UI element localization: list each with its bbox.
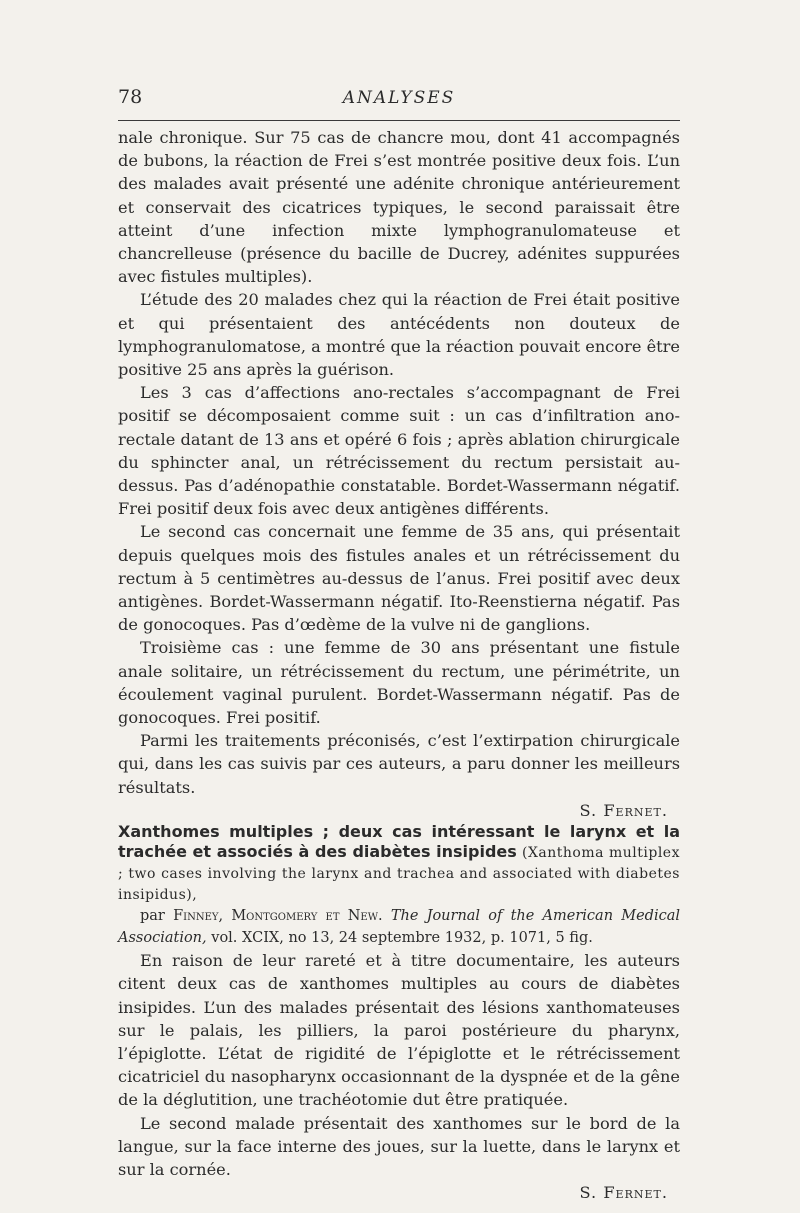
article2-title: Xanthomes multiples ; deux cas intéressant le larynx et la trachée et associés à des diabètes insipides bbox=[118, 822, 680, 862]
article2-authors: Finney, Montgomery et New. bbox=[173, 908, 383, 925]
page-body bbox=[118, 126, 680, 1204]
citation-by: par bbox=[140, 908, 165, 925]
running-title: ANALYSES bbox=[342, 88, 456, 108]
article2-title-translation: (Xanthoma multiplex ; two cases involving the larynx and trachea and associated with diabetes insipidus), bbox=[118, 845, 680, 904]
article2-paragraph: Le second malade présentait des xanthomes sur le bord de la langue, sur la face interne des joues, sur la luette, dans le larynx et sur la cornée. bbox=[118, 1113, 680, 1179]
article2-paragraph: En raison de leur rareté et à titre documentaire, les auteurs citent deux cas de xanthomes multiples au cours de diabètes insipides. L’un des malades présentait des lésions xanthomateuses sur le palais, les pilliers, la paroi postérieure du pharynx, l’épiglotte. L’état de rigidité de l’épiglotte et le rétrécissement cicatriciel du nasopharynx occasionnant de la dyspnée et de la gêne de la déglutition, une trachéotomie dut être pratiquée. bbox=[118, 951, 680, 1110]
article1-paragraph: L’étude des 20 malades chez qui la réaction de Frei était positive et qui présentaient des antécédents non douteux de lymphogranulomatose, a montré que la réaction pouvait encore être positive 25 ans après la guérison. bbox=[118, 290, 680, 380]
page-number: 78 bbox=[118, 86, 143, 108]
article2-reference: vol. XCIX, no 13, 24 septembre 1932, p. 1071, 5 fig. bbox=[211, 930, 593, 947]
article1-paragraph: Troisième cas : une femme de 30 ans présentant une fistule anale solitaire, un rétrécissement du rectum, une périmétrite, un écoulement vaginal purulent. Bordet-Wassermann négatif. Pas de gonocoques. Frei positif. bbox=[118, 638, 680, 728]
article2-heading bbox=[118, 822, 680, 905]
article2-citation bbox=[118, 905, 680, 949]
article2-signature bbox=[118, 1181, 680, 1204]
article1-paragraph: nale chronique. Sur 75 cas de chancre mou, dont 41 accompagnés de bubons, la réaction de Frei s’est montrée positive deux fois. L’un des malades avait présenté une adénite chronique antérieurement et conservait des cicatrices typiques, le second paraissait être atteint d’une infection mixte lymphogranulomateuse et chancrelleuse (présence du bacille de Ducrey, adénites suppurées avec fistules multiples). bbox=[118, 128, 680, 287]
page-header bbox=[118, 86, 680, 114]
header-rule bbox=[118, 120, 680, 121]
article2-journal: The Journal of the American Medical Association, bbox=[118, 908, 680, 947]
author-signature: S. Fernet. bbox=[579, 1183, 668, 1203]
author-signature: S. Fernet. bbox=[579, 800, 668, 820]
article1-signature bbox=[118, 799, 680, 822]
article1-paragraph: Les 3 cas d’affections ano-rectales s’accompagnant de Frei positif se décomposaient comme suit : un cas d’infiltration ano-rectale datant de 13 ans et opéré 6 fois ; après ablation chirurgicale du sphincter anal, un rétrécissement du rectum persistait au-dessus. Pas d’adénopathie constatable. Bordet-Wassermann négatif. Frei positif deux fois avec deux antigènes différents. bbox=[118, 383, 680, 519]
article1-paragraph: Parmi les traitements préconisés, c’est l’extirpation chirurgicale qui, dans les cas suivis par ces auteurs, a paru donner les meilleurs résultats. bbox=[118, 731, 680, 797]
article1-paragraph: Le second cas concernait une femme de 35 ans, qui présentait depuis quelques mois des fistules anales et un rétrécissement du rectum à 5 centimètres au-dessus de l’anus. Frei positif avec deux antigènes. Bordet-Wassermann négatif. Ito-Reenstierna négatif. Pas de gonocoques. Pas d’œdème de la vulve ni de ganglions. bbox=[118, 522, 680, 635]
